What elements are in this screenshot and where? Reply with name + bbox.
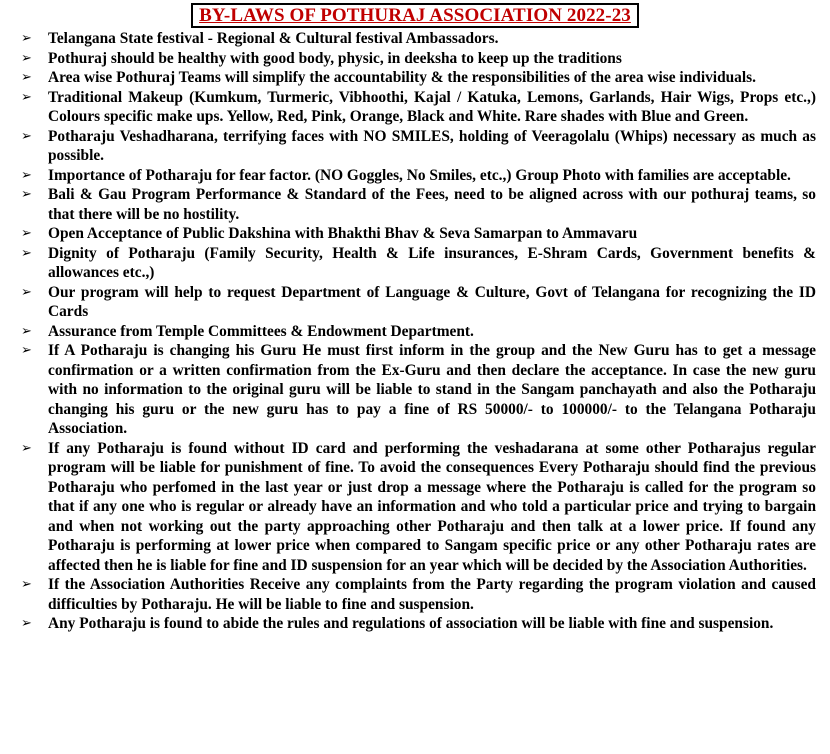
bylaw-text: Telangana State festival - Regional & Cultural festival Ambassadors. [48, 30, 499, 47]
arrowhead-bullet-icon: ➢ [21, 187, 32, 202]
arrowhead-bullet-icon: ➢ [21, 616, 32, 631]
bylaw-item [20, 185, 816, 224]
arrowhead-bullet-icon: ➢ [21, 323, 32, 339]
bylaw-item [20, 614, 816, 634]
bylaw-item [20, 439, 816, 576]
arrowhead-bullet-icon: ➢ [21, 70, 32, 85]
bylaw-item [20, 68, 816, 88]
bylaw-text: Our program will help to request Department of Language & Culture, Govt of Telangana for recognizing the ID Cards [48, 283, 816, 320]
bylaw-text: Traditional Makeup (Kumkum, Turmeric, Vibhoothi, Kajal / Katuka, Lemons, Garlands, Hair Wigs, Props etc.,) Colours specific make ups. Yellow, Red, Pink, Orange, Black and White. Rare shades with Blue and Green. [48, 88, 816, 125]
arrowhead-bullet-icon: ➢ [21, 226, 32, 241]
bylaw-text: Pothuraj should be healthy with good body, physic, in deeksha to keep up the traditions [48, 49, 622, 67]
arrowhead-bullet-icon: ➢ [21, 245, 32, 261]
bylaw-item [20, 224, 816, 244]
bylaw-text: Area wise Pothuraj Teams will simplify the accountability & the responsibilities of the area wise individuals. [48, 69, 756, 86]
bylaw-item [20, 29, 816, 49]
arrowhead-bullet-icon: ➢ [21, 50, 32, 66]
bylaw-item [20, 322, 816, 342]
bylaw-text: Importance of Potharaju for fear factor. (NO Goggles, No Smiles, etc.,) Group Photo with families are acceptable. [48, 166, 791, 184]
bylaw-text: Bali & Gau Program Performance & Standard of the Fees, need to be aligned across with our pothuraj teams, so that there will be no hostility. [48, 186, 816, 223]
arrowhead-bullet-icon: ➢ [21, 31, 32, 46]
bylaw-item [20, 283, 816, 322]
arrowhead-bullet-icon: ➢ [21, 167, 32, 183]
bylaw-text: Potharaju Veshadharana, terrifying faces with NO SMILES, holding of Veeragolalu (Whips) necessary as much as possible. [48, 127, 816, 164]
arrowhead-bullet-icon: ➢ [21, 89, 32, 105]
bylaw-text: Dignity of Potharaju (Family Security, Health & Life insurances, E-Shram Cards, Government benefits & allowances etc.,) [48, 244, 816, 281]
arrowhead-bullet-icon: ➢ [21, 284, 32, 300]
arrowhead-bullet-icon: ➢ [21, 440, 32, 456]
bylaw-item [20, 244, 816, 283]
arrowhead-bullet-icon: ➢ [21, 128, 32, 144]
bylaw-item [20, 49, 816, 69]
bylaw-item [20, 166, 816, 186]
bylaw-text: Assurance from Temple Committees & Endowment Department. [48, 322, 474, 340]
bylaw-item [20, 341, 816, 439]
bylaw-text: If any Potharaju is found without ID card and performing the veshadarana at some other Potharajus regular program will be liable for punishment of fine. To avoid the consequences Every Potharaju should find the previous Potharaju who perfomed in the last year or just drop a message where the Potharaju is called for the program so that if any one who is regular or already have an information and who told a particular price and trying to bargain and when not working out the party approaching other Potharaju and then talk at a lower price. If found any Potharaju is performing at lower price when compared to Sangam specific price or any other Potharaju rates are affected then he is liable for fine and ID suspension for an year which will be decided by the Association Authorities. [48, 439, 816, 574]
bylaw-item [20, 88, 816, 127]
title-container [0, 0, 830, 29]
bylaw-item [20, 575, 816, 614]
bylaws-list [0, 29, 830, 634]
arrowhead-bullet-icon: ➢ [21, 343, 32, 358]
bylaw-text: If the Association Authorities Receive any complaints from the Party regarding the program violation and caused difficulties by Potharaju. He will be liable to fine and suspension. [48, 576, 816, 613]
document-title: BY-LAWS OF POTHURAJ ASSOCIATION 2022-23 [191, 3, 639, 28]
bylaw-text: Any Potharaju is found to abide the rules and regulations of association will be liable with fine and suspension. [48, 615, 774, 632]
arrowhead-bullet-icon: ➢ [21, 577, 32, 592]
bylaw-item [20, 127, 816, 166]
bylaw-text: Open Acceptance of Public Dakshina with Bhakthi Bhav & Seva Samarpan to Ammavaru [48, 225, 638, 242]
bylaw-text: If A Potharaju is changing his Guru He must first inform in the group and the New Guru has to get a message confirmation or a written confirmation from the Ex-Guru and then declare the acceptance. In case the new guru with no information to the original guru will be liable to stand in the Sangam panchayath and also the Potharaju changing his guru or the new guru has to pay a fine of RS 50000/- to 100000/- to the Telangana Potharaju Association. [48, 342, 816, 437]
